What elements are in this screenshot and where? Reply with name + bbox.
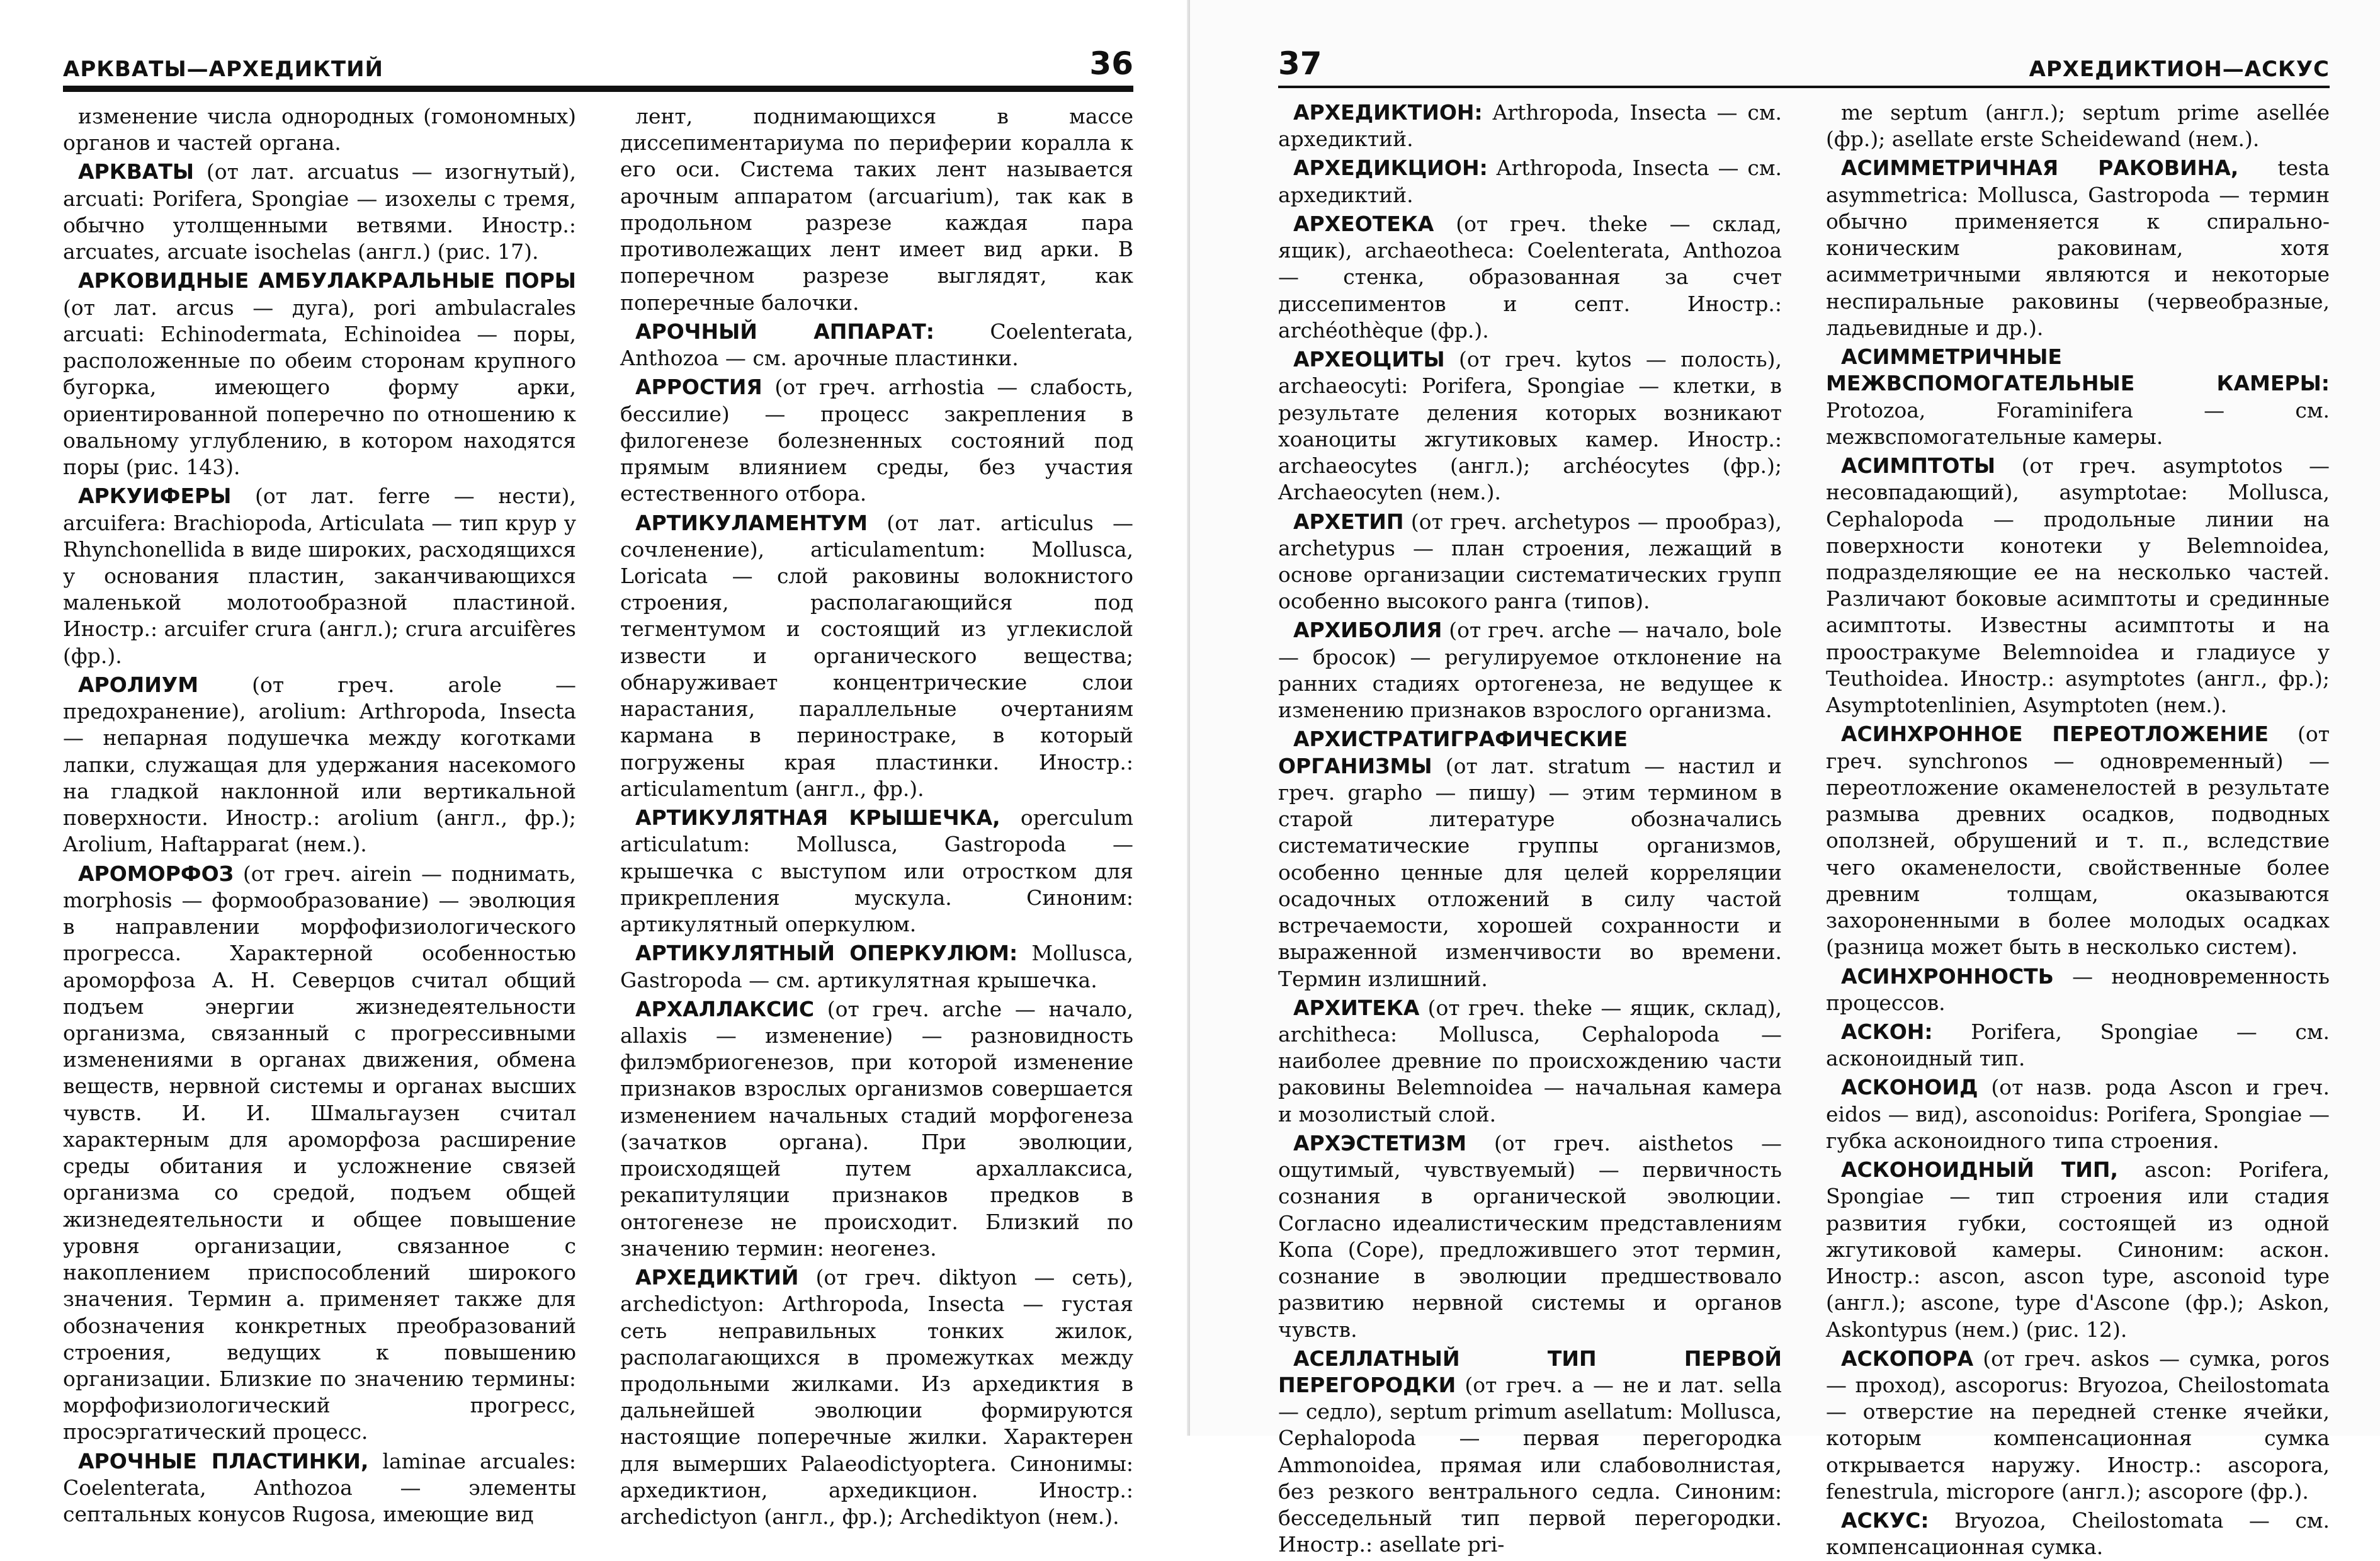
entry-text: Protozoa, Foraminifera — см. межвспомогательные камеры. — [1826, 397, 2330, 449]
entry-headword: АСКУС: — [1841, 1508, 1929, 1533]
entry-headword: АРОЛИУМ — [78, 672, 199, 697]
entry-text: (от лат. arcuatus — изогнутый), arcuati: Porifera, Spongiae — изохелы с тремя, обычно утолщенными ветвями. Иностр.: arcuates, arcuate isochelas (англ.) (рис. 17). — [63, 159, 576, 264]
entry-text: (от греч. askos — сумка, poros — проход), ascoporus: Bryozoa, Cheilostomata — отверстие на передней стенке ячейки, которым компенсационная сумка открывается наружу. Иностр.: ascopora, fenestrula, micropore (англ.); ascopore (фр.). — [1826, 1346, 2330, 1504]
dictionary-entry — [1826, 1346, 2330, 1505]
left-header — [63, 44, 1133, 82]
dictionary-entry — [620, 510, 1133, 803]
entry-text: (от лат. articulus — сочленение), articulamentum: Mollusca, Loricata — слой раковины волокнистого строения, располагающийся под тегментумом и состоящий из углекислой извести и органического вещества; обнаруживает концентрические слои нарастания, параллельные очертаниям кармана в периностраке, в который погружены края пластинки. Иностр.: articulamentum (англ., фр.). — [620, 510, 1133, 801]
entry-headword: АРХЕДИКТИЙ — [635, 1265, 799, 1290]
entry-headword: АРХЕДИКТИОН: — [1293, 100, 1483, 125]
entry-headword: АРТИКУЛЯТНАЯ КРЫШЕЧКА, — [635, 805, 1000, 831]
entry-headword: АРКВАТЫ — [78, 159, 195, 184]
entry-headword: АРХИБОЛИЯ — [1293, 618, 1442, 643]
dictionary-entry — [63, 483, 576, 669]
dictionary-entry — [1278, 1130, 1782, 1343]
entry-headword: АРХЕТИП — [1293, 509, 1404, 534]
entry-headword: АРОМОРФОЗ — [78, 861, 234, 886]
right-running-head: АРХЕДИКТИОН—АСКУС — [2029, 57, 2330, 82]
dictionary-entry — [1826, 1157, 2330, 1343]
entry-text: Porifera, Spongiae — см. асконоидный тип. — [1826, 1019, 2330, 1071]
entry-text: (от греч. kytos — полость), archaeocyti: Porifera, Spongiae — клетки, в результате деления которых возникают хоаноциты жгутиковых камер. Иностр.: archaeocytes (англ.); archéocytes (фр.); Archaeocyten (нем.). — [1278, 347, 1782, 505]
entry-headword: АРРОСТИЯ — [635, 375, 762, 400]
dictionary-entry — [63, 861, 576, 1446]
entry-headword: АРХИСТРАТИГРАФИЧЕСКИЕ ОРГАНИЗМЫ — [1278, 727, 1628, 778]
entry-text: me septum (англ.); septum prime asellée (фр.); asellate erste Scheidewand (нем.). — [1826, 100, 2330, 152]
entry-text: (от греч. theke — ящик, склад), architheca: Mollusca, Cephalopoda — наиболее древние по происхождению части раковины Belemnoidea — начальная камера и мозолистый слой. — [1278, 995, 1782, 1127]
entry-headword: АРХЕОТЕКА — [1293, 211, 1434, 236]
left-column-2 — [620, 103, 1134, 1530]
entry-text: (от греч. a — не и лат. sella — седло), septum primum asellatum: Mollusca, Cephalopoda — первая перегородка Ammonoidea, прямая или слабоволнистая, без резкого вентрального седла. Синоним: бесседельный тип первой перегородки. Иностр.: asellate pri- — [1278, 1373, 1782, 1557]
entry-headword: АСКОПОРА — [1841, 1346, 1974, 1371]
dictionary-entry — [620, 1264, 1133, 1530]
entry-text: изменение числа однородных (гомономных) органов и частей органа. — [63, 104, 576, 156]
entry-text: (от греч. arche — начало, allaxis — изменение) — разновидность филэмбриогенезов, при которой изменение признаков взрослых организмов совершается изменением начальных стадий морфогенеза (зачатков органа). При эволюции, происходящей путем архаллаксиса, рекапитуляции признаков предков в онтогенезе не происходит. Близкий по значению термин: неогенез. — [620, 996, 1134, 1261]
entry-headword: АРКУИФЕРЫ — [78, 484, 232, 509]
dictionary-entry — [620, 374, 1133, 507]
right-column-1 — [1278, 99, 1782, 1557]
entry-text: (от греч. arole — предохранение), arolium: Arthropoda, Insecta — непарная подушечка между коготками лапки, служащая для удержания насекомого на гладкой наклонной или вертикальной поверхности. Иностр.: arolium (англ., фр.); Arolium, Haftapparat (нем.). — [63, 672, 576, 857]
entry-headword: АРТИКУЛЯТНЫЙ ОПЕРКУЛЮМ: — [635, 941, 1018, 966]
entry-headword: АРОЧНЫЕ ПЛАСТИНКИ, — [78, 1448, 369, 1473]
dictionary-entry — [1278, 1346, 1782, 1558]
right-page-number: 37 — [1278, 45, 1322, 82]
dictionary-entry — [63, 1448, 576, 1528]
dictionary-entry — [620, 103, 1133, 316]
entry-text: laminae arcuales: Coelenterata, Anthozoa — элементы септальных конусов Rugosa, имеющие вид — [63, 1448, 576, 1527]
dictionary-entry — [620, 319, 1133, 372]
entry-text: (от греч. arche — начало, bole — бросок) — регулируемое отклонение на ранних стадиях ортогенеза, не ведущее к изменению признаков взрослого организма. — [1278, 618, 1782, 723]
entry-headword: АРТИКУЛАМЕНТУМ — [635, 510, 868, 535]
left-columns — [63, 103, 1134, 1530]
entry-text: (от лат. ferre — нести), arcuifera: Brachiopoda, Articulata — тип круp у Rhynchonellida в виде широких, расходящихся у основания пластин, заканчивающихся маленькой молотообразной пластиной. Иностр.: arcuifer crura (англ.); crura arcuifères (фр.). — [63, 484, 576, 668]
dictionary-entry — [620, 805, 1133, 938]
right-page — [1190, 0, 2380, 1560]
dictionary-entry — [620, 940, 1133, 993]
left-running-head: АРКВАТЫ—АРХЕДИКТИЙ — [63, 57, 383, 82]
entry-text: (от греч. theke — склад, ящик), archaeotheca: Coelenterata, Anthozoa — стенка, образованная за счет диссепиментов и септ. Иностр.: archéothèque (фр.). — [1278, 211, 1782, 343]
dictionary-entry — [1278, 995, 1782, 1128]
dictionary-entry — [1278, 509, 1782, 615]
left-header-rule — [63, 86, 1133, 92]
entry-text: (от назв. рода Ascon и греч. eidos — вид), asconoidus: Porifera, Spongiae — губка асконоидного типа строения. — [1826, 1075, 2330, 1153]
entry-text: (от греч. synchronos — одновременный) — переотложение окаменелостей в результате размыва древних осадков, подводных оползней, обрушений и т. п., вследствие чего окаменелости, свойственные более древним толщам, оказываются захороненными в более молодых осадках (разница может быть в несколько систем). — [1826, 722, 2330, 960]
entry-headword: АСКОНОИД — [1841, 1075, 1978, 1100]
entry-text: Coelenterata, Anthozoa — см. арочные пластинки. — [620, 319, 1133, 371]
entry-text: Mollusca, Gastropoda — см. артикулятная крышечка. — [620, 941, 1133, 992]
entry-text: (от лат. stratum — настил и греч. grapho — пишу) — этим термином в старой литературе обозначались систематические группы организмов, особенно ценные для целей корреляции осадочных отложений в силу частой встречаемости, хорошей сохранности и выраженной изменчивости во времени. Термин излишний. — [1278, 753, 1782, 991]
dictionary-entry — [1826, 344, 2330, 450]
entry-text: testa asymmetrica: Mollusca, Gastropoda — термин обычно применяется к спирально-коническим раковинам, хотя асимметричными являются и некоторые неспиральные раковины (червеобразные, ладьевидные и др.). — [1826, 156, 2330, 340]
entry-headword: АСИММЕТРИЧНАЯ РАКОВИНА, — [1841, 156, 2239, 181]
entry-text: лент, поднимающихся в массе диссепиментариума по периферии коралла к его оси. Система таких лент называется арочным аппаратом (arcuarium), так как в продольном разрезе каждая пара противолежащих лент имеет вид арки. В поперечном разрезе выглядят, как поперечные балочки. — [620, 104, 1133, 315]
entry-headword: АСИММЕТРИЧНЫЕ МЕЖВСПОМОГАТЕЛЬНЫЕ КАМЕРЫ: — [1826, 344, 2330, 396]
dictionary-entry — [63, 268, 576, 480]
entry-headword: АСКОН: — [1841, 1019, 1933, 1044]
dictionary-entry — [63, 103, 576, 156]
entry-headword: АРОЧНЫЙ АППАРАТ: — [635, 319, 934, 344]
dictionary-entry — [1278, 155, 1782, 208]
entry-headword: АСКОНОИДНЫЙ ТИП, — [1841, 1157, 2119, 1183]
entry-headword: АРХЕОЦИТЫ — [1293, 347, 1445, 372]
entry-headword: АРХЭСТЕТИЗМ — [1293, 1130, 1467, 1155]
dictionary-entry — [63, 672, 576, 858]
entry-text: (от греч. arrhostia — слабость, бессилие) — процесс закрепления в филогенезе болезненных состояний под прямым влиянием среды, без участия естественного отбора. — [620, 375, 1133, 506]
dictionary-entry — [1826, 453, 2330, 718]
entry-text: (от греч. aisthetos — ощутимый, чувствуемый) — первичность сознания в органической эволюции. Согласно идеалистическим представлениям Копа (Cope), предложившего этот термин, сознание в эволюции предшествовало развитию нервной системы и органов чувств. — [1278, 1130, 1782, 1342]
entry-headword: АСЕЛЛАТНЫЙ ТИП ПЕРВОЙ ПЕРЕГОРОДКИ — [1278, 1346, 1782, 1398]
dictionary-entry — [1278, 211, 1782, 344]
entry-headword: АСИНХРОННОЕ ПЕРЕОТЛОЖЕНИЕ — [1841, 722, 2269, 747]
entry-headword: АСИМПТОТЫ — [1841, 453, 1996, 479]
entry-text: (от греч. asymptotos — несовпадающий), asymptotae: Mollusca, Cephalopoda — продольные линии на поверхности конотеки у Belemnoidea, подразделяющие ее на несколько частей. Различают боковые асимптоты и срединные асимптоты. Известны асимптоты и на проостракуме Belemnoidea и гладиусе у Teuthoidea. Иностр.: asymptotes (англ., фр.); Asymptotenlinien, Asymptoten (нем.). — [1826, 453, 2330, 718]
entry-headword: АРКОВИДНЫЕ АМБУЛАКРАЛЬНЫЕ ПОРЫ — [78, 268, 576, 293]
entry-headword: АСИНХРОННОСТЬ — [1841, 963, 2054, 989]
dictionary-entry — [1826, 99, 2330, 152]
entry-text: (от греч. airein — поднимать, morphosis — формообразование) — эволюция в направлении морфофизиологического прогресса. Характерной особенностью ароморфоза А. Н. Северцов считал общий подъем энергии жизнедеятельности организма, связанный с прогрессивными изменениями в органах движения, обмена веществ, нервной системы и органах высших чувств. И. И. Шмальгаузен считал характерным для ароморфоза расширение среды обитания и усложнение связей организма со средой, подъем общей жизнедеятельности и общее повышение уровня организации, связанное с накоплением приспособлений широкого значения. Термин а. применяет также для обозначения конкретных преобразований строения, ведущих к повышению организации. Близкие по значению термины: морфофизиологический прогресс, просэргатический процесс. — [63, 861, 576, 1445]
entry-text: ascon: Porifera, Spongiae — тип строения или стадия развития губки, состоящей из одной жгутиковой камеры. Синоним: аскон. Иностр.: ascon, ascon type, asconoid type (англ.); ascone, type d'Ascone (фр.); Askon, Askontypus (нем.) (рис. 12). — [1826, 1157, 2330, 1342]
entry-text: Arthropoda, Insecta — см. архедиктий. — [1278, 156, 1782, 207]
dictionary-entry — [1278, 726, 1782, 992]
dictionary-entry — [1826, 1507, 2330, 1560]
entry-headword: АРХИТЕКА — [1293, 995, 1420, 1020]
dictionary-entry — [1278, 99, 1782, 152]
right-header — [1278, 44, 2330, 82]
entry-text: (от греч. diktyon — сеть), archedictyon: Arthropoda, Insecta — густая сеть неправильных тонких жилок, располагающихся в промежутках между продольными жилками. Из архедиктия в дальнейшей эволюции формируются настоящие поперечные жилки. Характерен для вымерших Palaeodictyoptera. Синонимы: архедиктион, архедикцион. Иностр.: archedictyon (англ., фр.); Archediktyon (нем.). — [620, 1265, 1133, 1530]
right-columns — [1278, 99, 2330, 1560]
entry-text: Bryozoa, Cheilostomata — см. компенсационная сумка. — [1826, 1508, 2330, 1560]
dictionary-entry — [620, 996, 1133, 1262]
entry-headword: АРХАЛЛАКСИС — [635, 996, 815, 1021]
entry-text: (от лат. arcus — дуга), pori ambulacrales arcuati: Echinodermata, Echinoidea — поры, расположенные по обеим сторонам крупного бугорка, имеющего форму арки, ориентированной поперечно по отношению к овальному углублению, в котором находятся поры (рис. 143). — [63, 295, 576, 480]
left-page-number: 36 — [1089, 45, 1133, 82]
dictionary-entry — [1826, 963, 2330, 1016]
left-column-1 — [63, 103, 576, 1527]
left-page — [0, 0, 1190, 1530]
entry-text: operculum articulatum: Mollusca, Gastropoda — крышечка с выступом или отростком для прикрепления мускула. Синоним: артикулятный оперкулюм. — [620, 805, 1133, 937]
dictionary-entry — [1278, 617, 1782, 724]
dictionary-entry — [1826, 155, 2330, 341]
right-header-rule — [1278, 86, 2330, 88]
dictionary-entry — [1826, 1074, 2330, 1154]
entry-text: Arthropoda, Insecta — см. архедиктий. — [1278, 100, 1782, 152]
entry-text: — неодновременность процессов. — [1826, 963, 2330, 1015]
entry-headword: АРХЕДИКЦИОН: — [1293, 156, 1488, 181]
dictionary-entry — [1826, 721, 2330, 960]
dictionary-entry — [1826, 1019, 2330, 1072]
entry-text: (от греч. archetypos — прообраз), archetypus — план строения, лежащий в основе организации систематических групп особенно высокого ранга (типов). — [1278, 509, 1782, 614]
right-column-2 — [1826, 99, 2330, 1560]
dictionary-entry — [1278, 346, 1782, 506]
dictionary-entry — [63, 159, 576, 265]
